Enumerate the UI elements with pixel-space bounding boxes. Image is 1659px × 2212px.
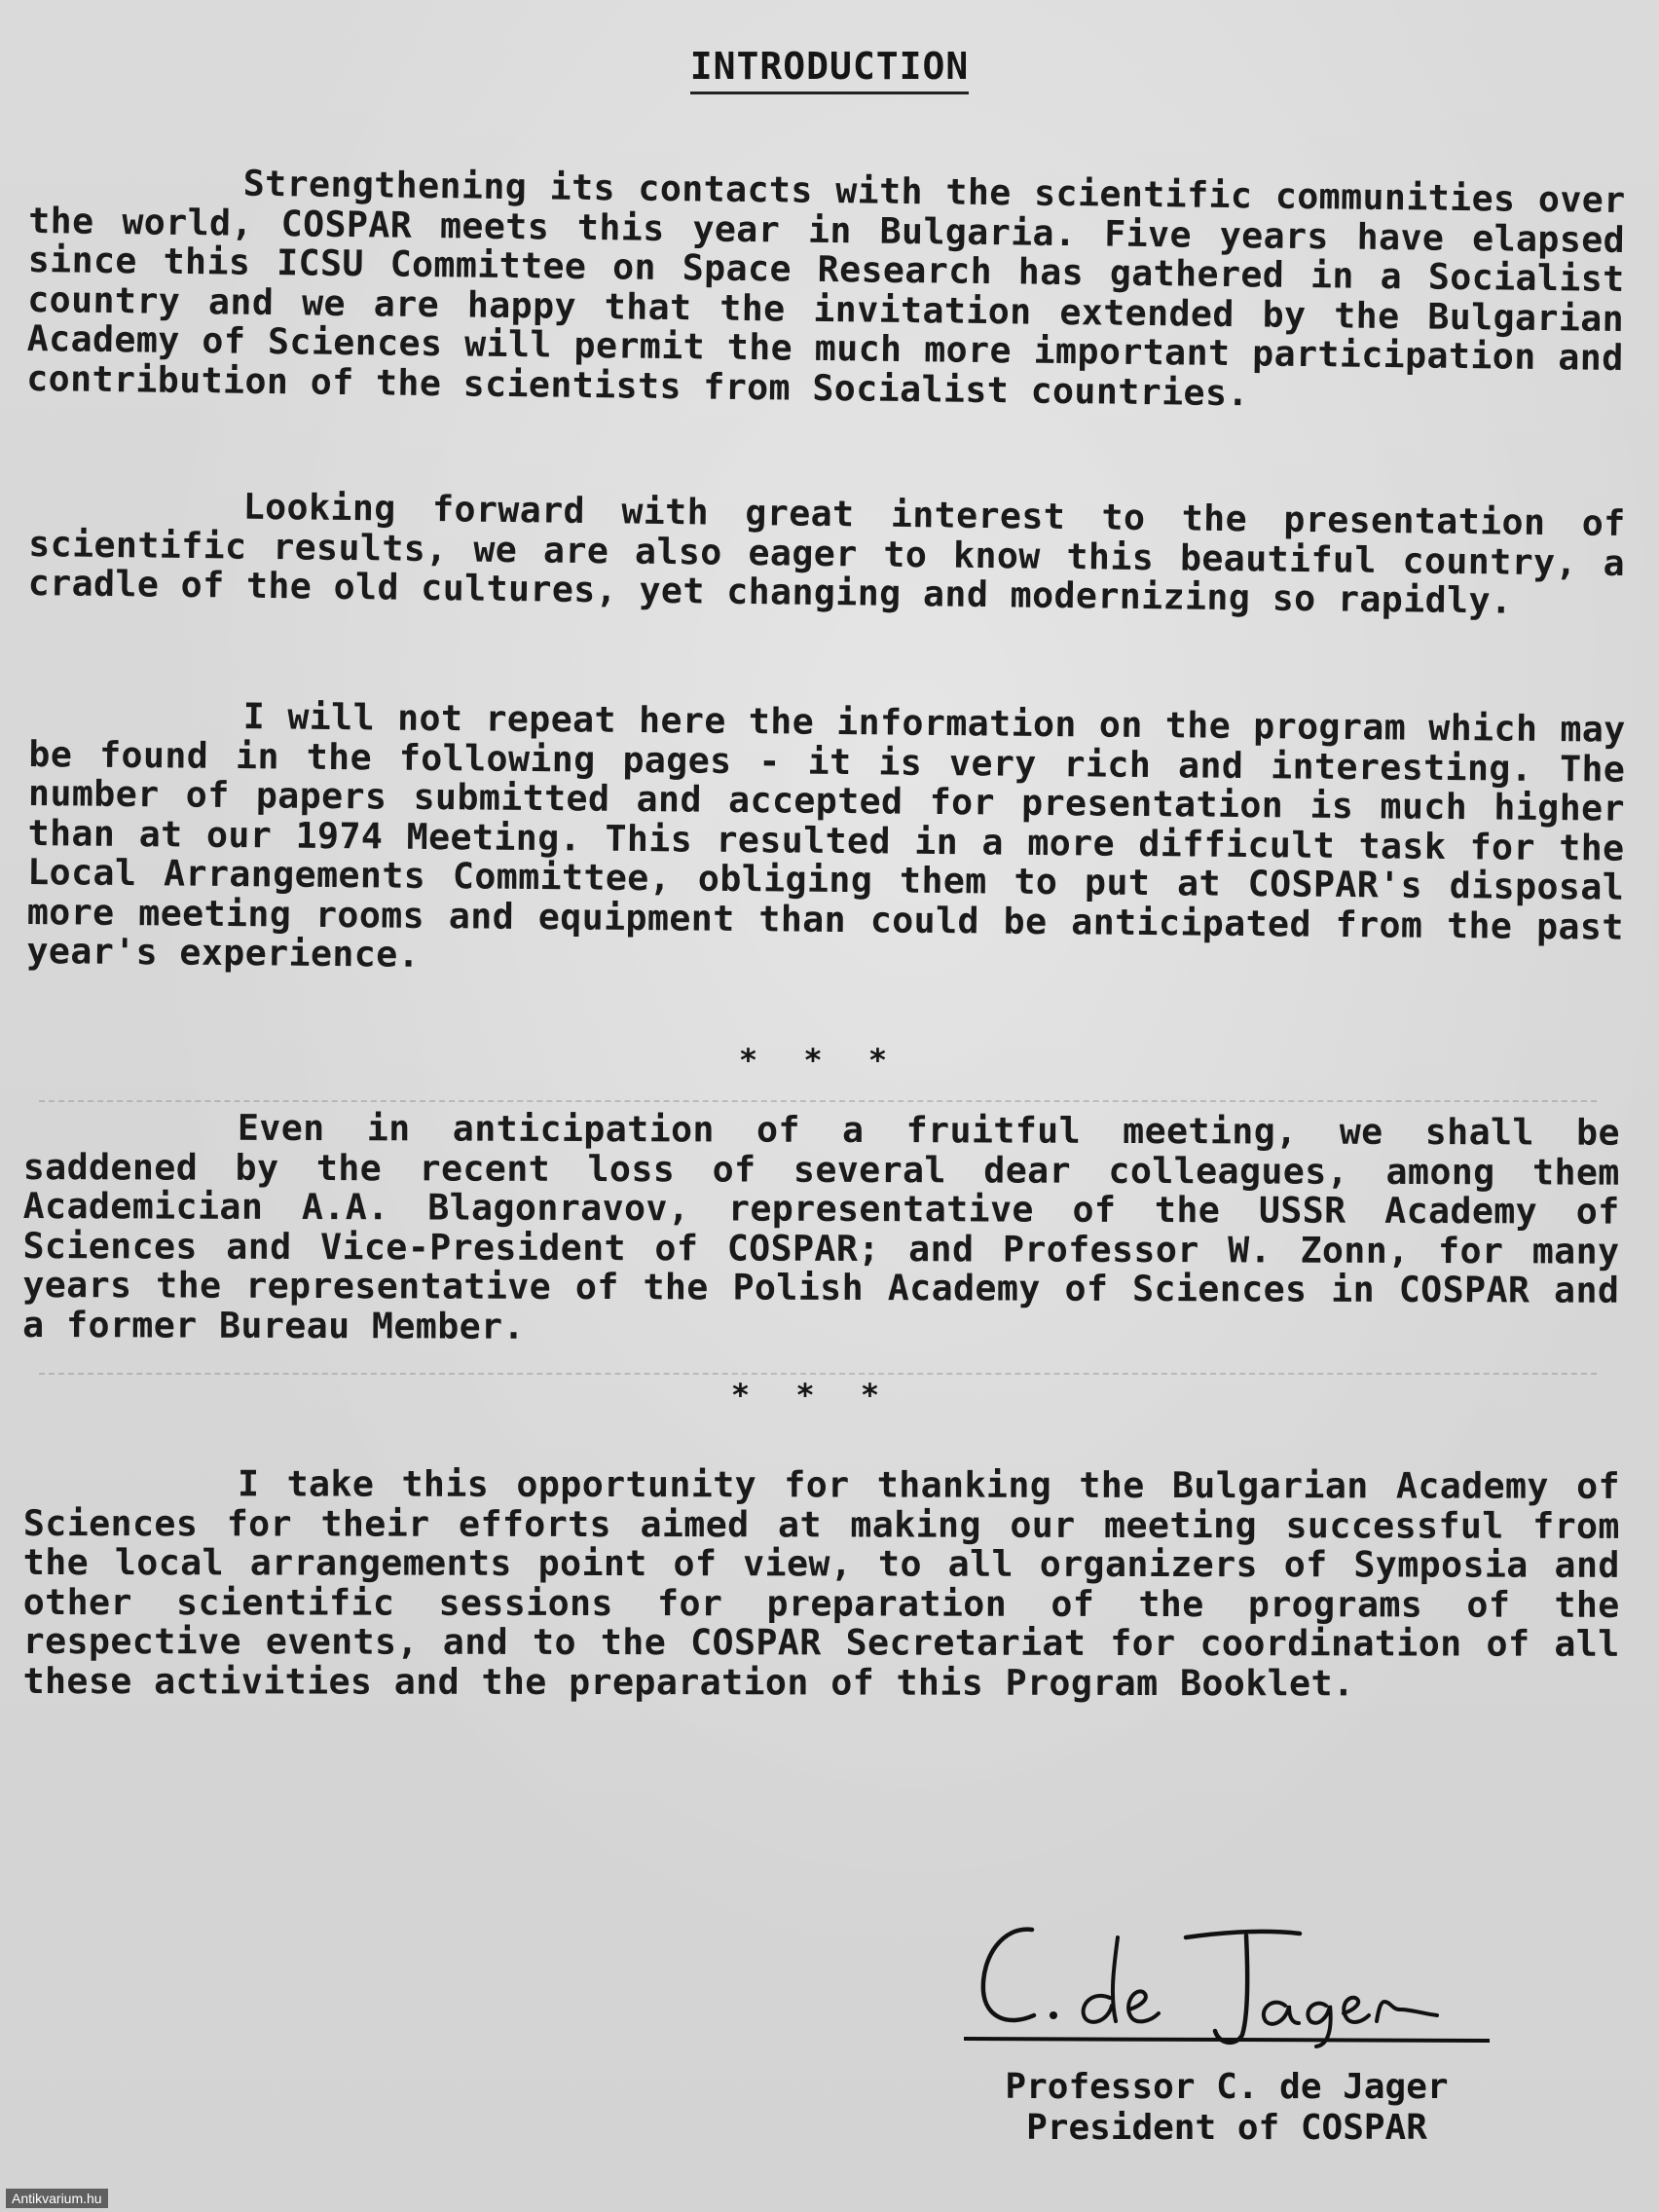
- section-separator-2: * * *: [730, 1377, 894, 1414]
- section-separator-1: * * *: [738, 1042, 902, 1079]
- watermark: Antikvarium.hu: [6, 2189, 108, 2208]
- handwritten-signature: [964, 1908, 1490, 2054]
- paper-fold-line: [39, 1100, 1597, 1102]
- signer-title: President of COSPAR: [1026, 2108, 1427, 2148]
- paragraph-1: Strengthening its contacts with the scientific communities over the world, COSPAR meets this year in Bulgaria. Five years have elapsed since this ICSU Committee on Space Research has gathered in a Socialist country and we are happy that the invitation extended by the Bulgarian Academy of Sciences will permit the much more important participation and contribution of the scientists from Socialist countries.: [26, 162, 1626, 414]
- document-title-text: INTRODUCTION: [690, 45, 970, 94]
- paragraph-4: Even in anticipation of a fruitful meeting, we shall be saddened by the recent loss of several dear colleagues, among them Academician A.A. Blagonravov, representative of the USSR Academy of Sciences and Vice-President of COSPAR; and Professor W. Zonn, for many years the representative of the Polish Academy of Sciences in COSPAR and a former Bureau Member.: [22, 1106, 1620, 1347]
- paragraph-5: I take this opportunity for thanking the Bulgarian Academy of Sciences for their efforts aimed at making our meeting successful from the local arrangements point of view, to all organizers of Symposia and other scientific sessions for preparation of the programs of the respective events, and to the COSPAR Secretariat for coordination of all these activities and the preparation of this Program Booklet.: [22, 1462, 1621, 1704]
- paragraph-3: I will not repeat here the information on the program which may be found in the following pages - it is very rich and interesting. The number of papers submitted and accepted for presentation is much higher than at our 1974 Meeting. This resulted in a more difficult task for the Local Arrangements Committee, obliging them to put at COSPAR's disposal more meeting rooms and equipment than could be anticipated from the past year's experience.: [26, 695, 1626, 976]
- paragraph-2: Looking forward with great interest to the presentation of scientific results, we are also eager to know this beautiful country, a cradle of the old cultures, yet changing and modernizing so rapidly.: [27, 485, 1626, 622]
- paper-fold-line: [39, 1373, 1597, 1375]
- document-title: [0, 45, 1659, 94]
- signer-name: Professor C. de Jager: [1005, 2067, 1449, 2107]
